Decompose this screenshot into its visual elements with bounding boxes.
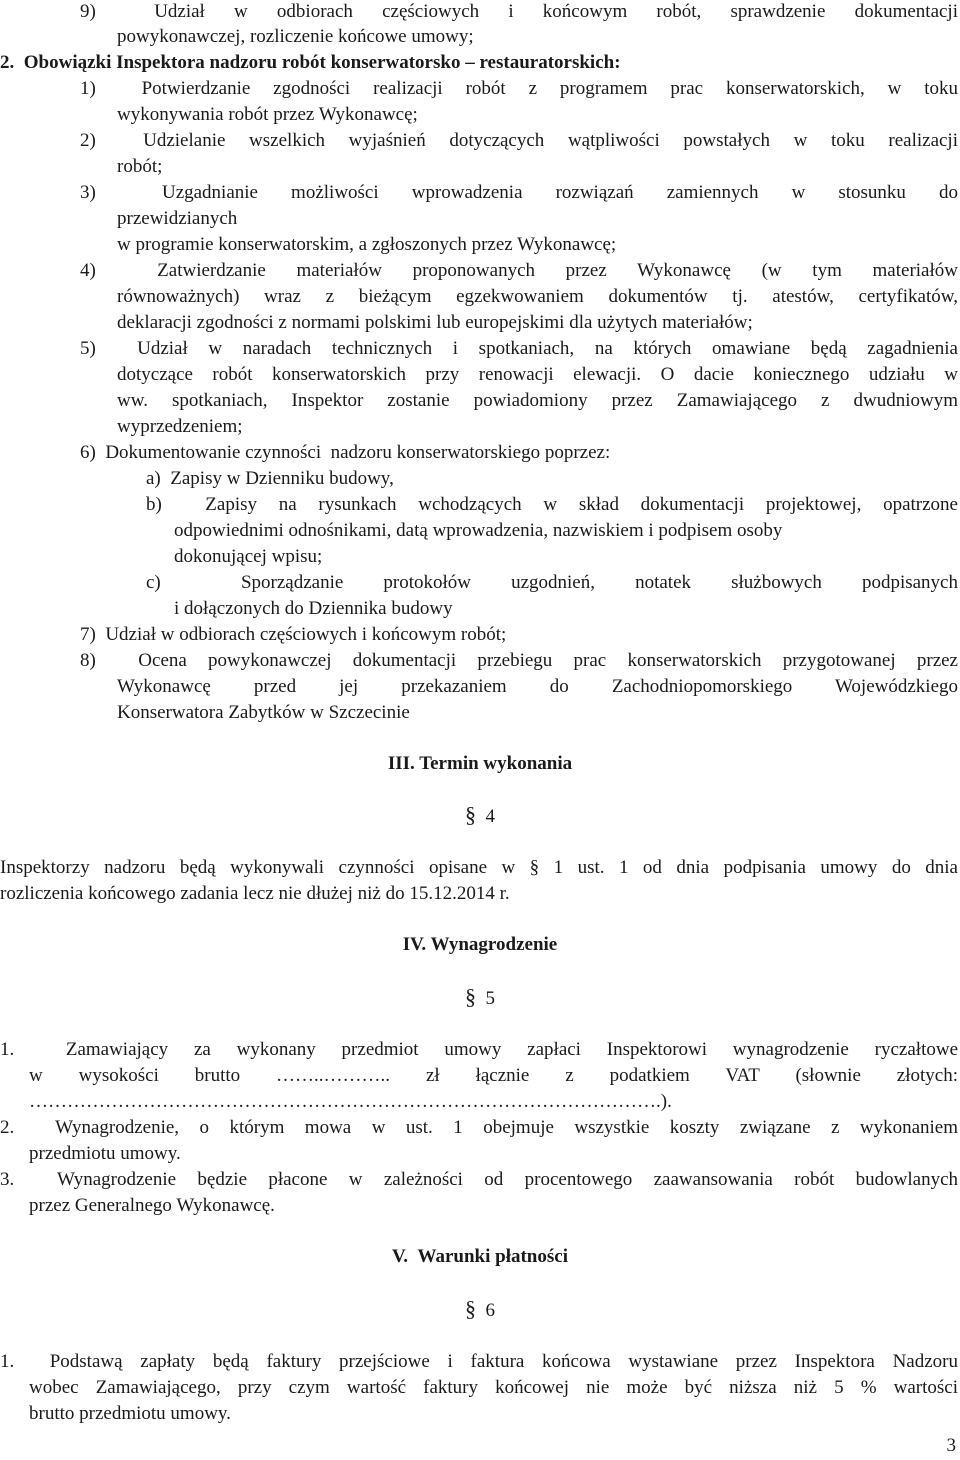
list-item-7-line1: 7) Udział w odbiorach częściowych i końcowym robót;	[80, 624, 507, 645]
paragraph-sign: §	[465, 802, 476, 827]
list-item-8-line2: Wykonawcę przed jej przekazaniem do Zachodniopomorskiego Wojewódzkiego	[117, 676, 958, 697]
paragraph-6-mark	[0, 1297, 960, 1321]
section-5-p1-line3: brutto przedmiotu umowy.	[29, 1403, 231, 1424]
sub-item-b-line3: dokonującej wpisu;	[174, 546, 323, 567]
section-4-p1-line1: 1. Zamawiający za wykonany przedmiot umowy zapłaci Inspektorowi wynagrodzenie ryczałtowe	[0, 1039, 958, 1060]
list-item-4-line3: deklaracji zgodności z normami polskimi lub europejskimi dla użytych materiałów;	[117, 312, 753, 333]
paragraph-sign: §	[465, 984, 476, 1009]
paragraph-number: 5	[485, 988, 495, 1009]
section-4-p2-line1: 2. Wynagrodzenie, o którym mowa w ust. 1 obejmuje wszystkie koszty związane z wykonaniem	[0, 1117, 958, 1138]
sub-item-c-line1: c) Sporządzanie protokołów uzgodnień, notatek służbowych podpisanych	[146, 572, 958, 593]
sub-item-c-line2: i dołączonych do Dziennika budowy	[174, 598, 453, 619]
list-item-1-line2: wykonywania robót przez Wykonawcę;	[117, 104, 418, 125]
list-item-9-line2: powykonawczej, rozliczenie końcowe umowy;	[117, 26, 474, 47]
list-item-2-line2: robót;	[117, 156, 163, 177]
section-3-heading: III. Termin wykonania	[387, 753, 573, 774]
section-2-heading: 2. Obowiązki Inspektora nadzoru robót konserwatorsko – restauratorskich:	[0, 52, 621, 73]
list-item-5-line3: ww. spotkaniach, Inspektor zostanie powiadomiony przez Zamawiającego z dwudniowym	[117, 390, 958, 411]
sub-item-a-line1: a) Zapisy w Dzienniku budowy,	[146, 468, 394, 489]
section-4-p2-line2: przedmiotu umowy.	[29, 1143, 181, 1164]
list-item-9-line1: 9) Udział w odbiorach częściowych i końcowym robót, sprawdzenie dokumentacji	[80, 1, 958, 22]
sub-item-b-line2: odpowiednimi odnośnikami, datą wprowadzenia, nazwiskiem i podpisem osoby	[174, 520, 783, 541]
list-item-2-line1: 2) Udzielanie wszelkich wyjaśnień dotyczących wątpliwości powstałych w toku realizacji	[80, 130, 958, 151]
section-4-p3-line2: przez Generalnego Wykonawcę.	[29, 1195, 275, 1216]
section-5-p1-line1: 1. Podstawą zapłaty będą faktury przejściowe i faktura końcowa wystawiane przez Inspektora Nadzoru	[0, 1351, 958, 1372]
list-item-5-line4: wyprzedzeniem;	[117, 416, 243, 437]
list-item-6-line1: 6) Dokumentowanie czynności nadzoru konserwatorskiego poprzez:	[80, 442, 611, 463]
list-item-3-line2: przewidzianych	[117, 208, 238, 229]
paragraph-4-mark	[0, 803, 960, 827]
list-item-5-line2: dotyczące robót konserwatorskich przy renowacji elewacji. O dacie koniecznego udziału w	[117, 364, 958, 385]
section-5-heading: V. Warunki płatności	[392, 1246, 568, 1267]
page-number: 3	[946, 1435, 956, 1456]
list-item-4-line1: 4) Zatwierdzanie materiałów proponowanych przez Wykonawcę (w tym materiałów	[80, 260, 958, 281]
list-item-1-line1: 1) Potwierdzanie zgodności realizacji robót z programem prac konserwatorskich, w toku	[80, 78, 958, 99]
paragraph-5-mark	[0, 985, 960, 1009]
list-item-4-line2: równoważnych) wraz z bieżącym egzekwowaniem dokumentów tj. atestów, certyfikatów,	[117, 286, 958, 307]
paragraph-number: 6	[485, 1300, 495, 1321]
section-4-p1-line2: w wysokości brutto ……..……….. zł łącznie z podatkiem VAT (słownie złotych:	[29, 1065, 958, 1086]
section-3-text-line1: Inspektorzy nadzoru będą wykonywali czynności opisane w § 1 ust. 1 od dnia podpisania umowy do dnia	[0, 857, 958, 878]
list-item-5-line1: 5) Udział w naradach technicznych i spotkaniach, na których omawiane będą zagadnienia	[80, 338, 958, 359]
list-item-8-line3: Konserwatora Zabytków w Szczecinie	[117, 702, 410, 723]
section-5-p1-line2: wobec Zamawiającego, przy czym wartość faktury końcowej nie może być niższa niż 5 % wartości	[29, 1377, 958, 1398]
paragraph-sign: §	[465, 1296, 476, 1321]
list-item-3-line1: 3) Uzgadnianie możliwości wprowadzenia rozwiązań zamiennych w stosunku do	[80, 182, 958, 203]
sub-item-b-line1: b) Zapisy na rysunkach wchodzących w skład dokumentacji projektowej, opatrzone	[146, 494, 958, 515]
section-4-p3-line1: 3. Wynagrodzenie będzie płacone w zależności od procentowego zaawansowania robót budowlanych	[0, 1169, 958, 1190]
section-3-text-line2: rozliczenia końcowego zadania lecz nie dłużej niż do 15.12.2014 r.	[0, 883, 510, 904]
paragraph-number: 4	[485, 806, 495, 827]
list-item-8-line1: 8) Ocena powykonawczej dokumentacji przebiegu prac konserwatorskich przygotowanej przez	[80, 650, 958, 671]
section-4-heading: IV. Wynagrodzenie	[402, 934, 558, 955]
list-item-3-line3: w programie konserwatorskim, a zgłoszonych przez Wykonawcę;	[117, 234, 617, 255]
section-4-p1-line3: ……………………………………………………………………………………….).	[29, 1091, 672, 1112]
